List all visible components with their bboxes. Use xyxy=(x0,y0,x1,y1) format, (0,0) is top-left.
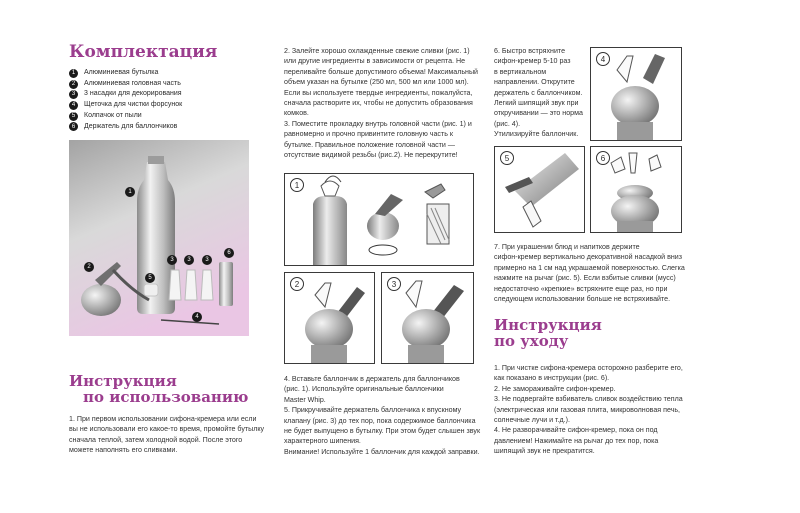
figure-number: 2 xyxy=(290,277,304,291)
kit-list xyxy=(69,68,269,132)
kit-photo xyxy=(69,140,249,336)
kit-item: 2 Алюминиевая головная часть xyxy=(69,79,269,90)
photo-label: 1 xyxy=(125,187,135,197)
step-6-text: 6. Быстро встряхните сифон-кремер 5-10 раз в вертикальном направлении. Открутите держатель с баллончиком. Легкий шипящий звук при откручивании — это норма (рис. 4). Утилизируйте баллончик. xyxy=(494,47,583,139)
figure-6 xyxy=(590,146,682,233)
figure-5 xyxy=(494,146,585,233)
care-text: 1. При чистке сифона-кремера осторожно разберите его, как показано в инструкции (рис. 6). 2. Не замораживайте сифон-кремер. 3. Не подвергайте взбиватель сливок воздействию тепла (электрическая или газовая плита, микроволновая печь, солнечные лучи и т.д.). 4. Не разворачивайте сифон-кремер, пока он под давлением! Нажимайте на рычаг до тех пор, пока шипящий звук не прекратится. xyxy=(494,364,683,456)
figure-number: 4 xyxy=(596,52,610,66)
usage-title: Инструкция по использованию xyxy=(69,372,249,406)
figure-4 xyxy=(590,47,682,141)
photo-label: 3 xyxy=(167,255,177,265)
steps-4-5-text: 4. Вставьте баллончик в держатель для баллончиков (рис. 1). Используйте оригинальные баллончики Master Whip. 5. Прикручивайте держатель баллончика к впускному клапану (рис. 3) до тех пор, пока содержимое баллончика не будет выпущено в бутылку. При этом будет слышен звук характерного шипения. Внимание! Используйте 1 баллончик для каждой заправки. xyxy=(284,375,481,456)
step-7-text: 7. При украшении блюд и напитков держите сифон-кремер вертикально декоративной насадкой вниз примерно на 1 см над украшаемой поверхностью. Слегка нажмите на рычаг (рис. 5). Если взбитые сливки (мусс) недостаточно «крепкие» встряхните еще раз, но при следующем использовании больше не встряхивайте. xyxy=(494,243,685,304)
figure-number: 3 xyxy=(387,277,401,291)
steps-2-3-text: 2. Залейте хорошо охлажденные свежие сливки (рис. 1) или другие ингредиенты в зависимости от рецепта. Не переливайте больше допустимого объема! Максимальный объем указан на бутылке (250 мл, 500 мл или 1000 мл). Если вы используете твердые ингредиенты, пожалуйста, сначала растворите их, чтобы не допустить образования комков. 3. Поместите прокладку внутрь головной части (рис. 1) и равномерно и прочно привинтите головную часть к бутылке. Правильное положение головной части — отсутствие видимой резьбы (рис.2). Не перекрутите! xyxy=(284,47,479,160)
kit-item: 6 Держатель для баллончиков xyxy=(69,122,269,133)
photo-label: 3 xyxy=(184,255,194,265)
figure-number: 5 xyxy=(500,151,514,165)
kit-item: 4 Щеточка для чистки форсунок xyxy=(69,100,269,111)
usage-text: 1. При первом использовании сифона-кремера или если вы не использовали его какое-то время, промойте бутылку сначала теплой, затем холодной водой. После этого можете наполнять его сливками. xyxy=(69,415,265,455)
kit-photo-illustration xyxy=(69,140,249,336)
kit-item: 3 3 насадки для декорирования xyxy=(69,89,269,100)
figure-2 xyxy=(284,272,375,364)
photo-label: 5 xyxy=(145,273,155,283)
kit-item: 1 Алюминиевая бутылка xyxy=(69,68,269,79)
figure-number: 1 xyxy=(290,178,304,192)
care-title: Инструкция по уходу xyxy=(494,316,602,350)
kit-title: Комплектация xyxy=(69,42,218,62)
photo-label: 2 xyxy=(84,262,94,272)
photo-label: 4 xyxy=(192,312,202,322)
kit-item: 5 Колпачок от пыли xyxy=(69,111,269,122)
figure-3 xyxy=(381,272,474,364)
figure-number: 6 xyxy=(596,151,610,165)
photo-label: 6 xyxy=(224,248,234,258)
figure-1 xyxy=(284,173,474,266)
photo-label: 3 xyxy=(202,255,212,265)
